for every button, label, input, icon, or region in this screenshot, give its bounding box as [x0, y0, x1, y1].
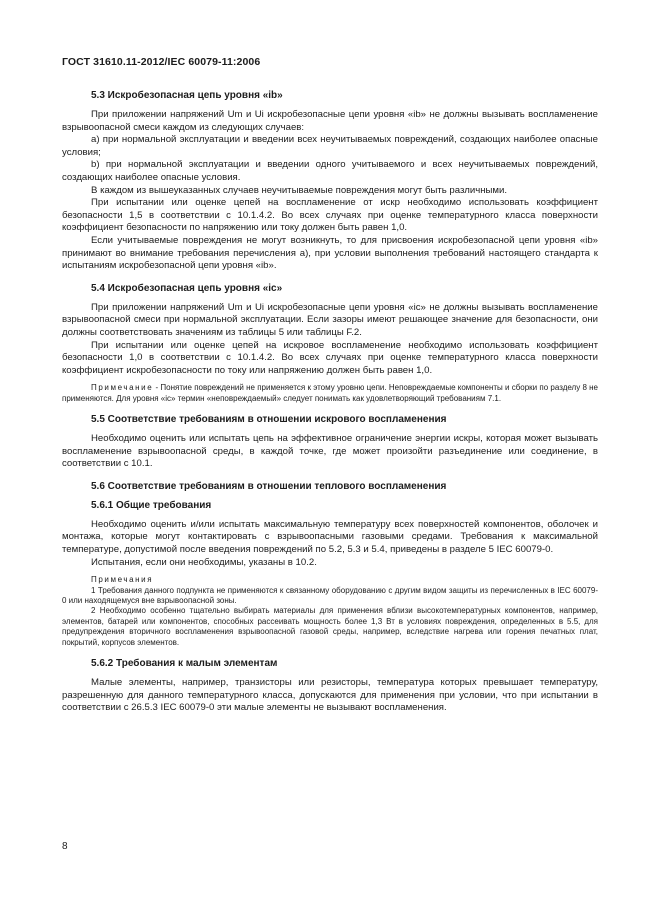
section-5-3-item-b: b) при нормальной эксплуатации и введении одного учитываемого и всех неучитываемых повреждений, создающих наиболее опасные условия. — [62, 159, 598, 183]
note-label: Примечание — [91, 383, 154, 393]
section-5-6-1-title: 5.6.1 Общие требования — [91, 499, 212, 511]
note-1: 1 Требования данного подпункта не применяются к связанному оборудованию с другим видом защиты из перечисленных в IEC 60079-0 или находящемуся вне взрывоопасной зоны. — [62, 585, 598, 606]
section-5-3-title: 5.3 Искробезопасная цепь уровня «ib» — [91, 90, 283, 101]
document-header: ГОСТ 31610.11-2012/IEC 60079-11:2006 — [62, 56, 261, 68]
notes-heading: Примечания — [91, 575, 154, 585]
section-5-4-paragraph: При испытании или оценке цепей на искровое воспламенение необходимо использовать коэффициент безопасности 1,0 в соответствии с 10.1.4.2. Во всех случаях при оценке температурного класса поверхности коэффициент искробезопасности по току или напряжению должен быть равен 1,0. — [62, 339, 598, 376]
section-5-3-paragraph: При испытании или оценке цепей на воспламенение от искр необходимо использовать коэффициент безопасности 1,5 в соответствии с 10.1.4.2. Во всех случаях при оценке температурного класса поверхности коэффициент безопасности по напряжению или току должен быть равен 1,0. — [62, 197, 598, 234]
section-5-4-note — [62, 383, 598, 404]
section-5-5-title: 5.5 Соответствие требованиям в отношении искрового воспламенения — [91, 414, 447, 426]
section-5-4-paragraph: При приложении напряжений Um и Ui искробезопасные цепи уровня «ic» не должны вызывать воспламенение взрывоопасной смеси при нормальной эксплуатации. Если зазоры имеют решающее значение для безопасности, они должны соответствовать значениям из таблицы 5 или таблицы F.2. — [62, 301, 598, 338]
section-5-3-paragraph: Если учитываемые повреждения не могут возникнуть, то для присвоения искробезопасной цепи уровня «ib» принимают во внимание требования перечисления а), при условии выполнения требований настоящего стандарта к испытаниям искробезопасной цепи уровня «ib». — [62, 234, 598, 272]
page-number: 8 — [62, 841, 68, 852]
section-5-6-title: 5.6 Соответствие требованиям в отношении теплового воспламенения — [91, 480, 447, 492]
section-5-6-2-paragraph: Малые элементы, например, транзисторы или резисторы, температура которых превышает температуру, разрешенную для данного температурного класса, допускаются для применения при условии, что при испытании в соответствии с 26.5.3 IEC 60079-0 эти малые элементы не вызывают воспламенения. — [62, 677, 598, 714]
section-5-6-1-paragraph: Испытания, если они необходимы, указаны в 10.2. — [91, 556, 317, 568]
section-5-4-title: 5.4 Искробезопасная цепь уровня «ic» — [91, 282, 283, 294]
section-5-3-item-a: а) при нормальной эксплуатации и введении всех неучитываемых повреждений, создающих наиболее опасные условия; — [62, 134, 598, 158]
section-5-6-1-paragraph: Необходимо оценить и/или испытать максимальную температуру всех поверхностей компонентов, оболочек и монтажа, которые могут контактировать с взрывоопасными газовыми средами. Требования к максимальной температуре, допустимой после введения повреждений по 5.2, 5.3 и 5.4, приведены в разделе 5 IEC 60079-0. — [62, 518, 598, 556]
note-2: 2 Необходимо особенно тщательно выбирать материалы для применения вблизи высокотемпературных компонентов, например, элементов, батарей или компонентов, способных рассеивать мощность более 1,3 Вт в условиях повреждения, определенных в 5.5, для предупреждения вторичного воспламенения взрывоопасной газовой среды, например, вследствие нагрева или горения печатных плат, покрытий, корпусов элементов. — [62, 606, 598, 647]
note-text: - Понятие повреждений не применяется к этому уровню цепи. Неповреждаемые компоненты и сборки по разделу 8 не применяются. Для уровня «ic» термин «неповреждаемый» следует понимать как удовлетворяющий требованиям 7.1. — [62, 383, 598, 403]
section-5-6-2-title: 5.6.2 Требования к малым элементам — [91, 658, 278, 670]
section-5-3-paragraph: При приложении напряжений Um и Ui искробезопасные цепи уровня «ib» не должны вызывать воспламенение взрывоопасной смеси каждом из следующих случаев: — [62, 109, 598, 133]
document-page — [62, 56, 598, 715]
section-5-3-paragraph: В каждом из вышеуказанных случаев неучитываемые повреждения могут быть различными. — [91, 184, 508, 196]
section-5-5-paragraph: Необходимо оценить или испытать цепь на эффективное ограничение энергии искры, которая может вызывать воспламенение взрывоопасной среды, в каждой точке, где может произойти разъединение или соединение, в соответствии с 10.1. — [62, 433, 598, 470]
section-5-6-1-notes — [62, 575, 598, 648]
